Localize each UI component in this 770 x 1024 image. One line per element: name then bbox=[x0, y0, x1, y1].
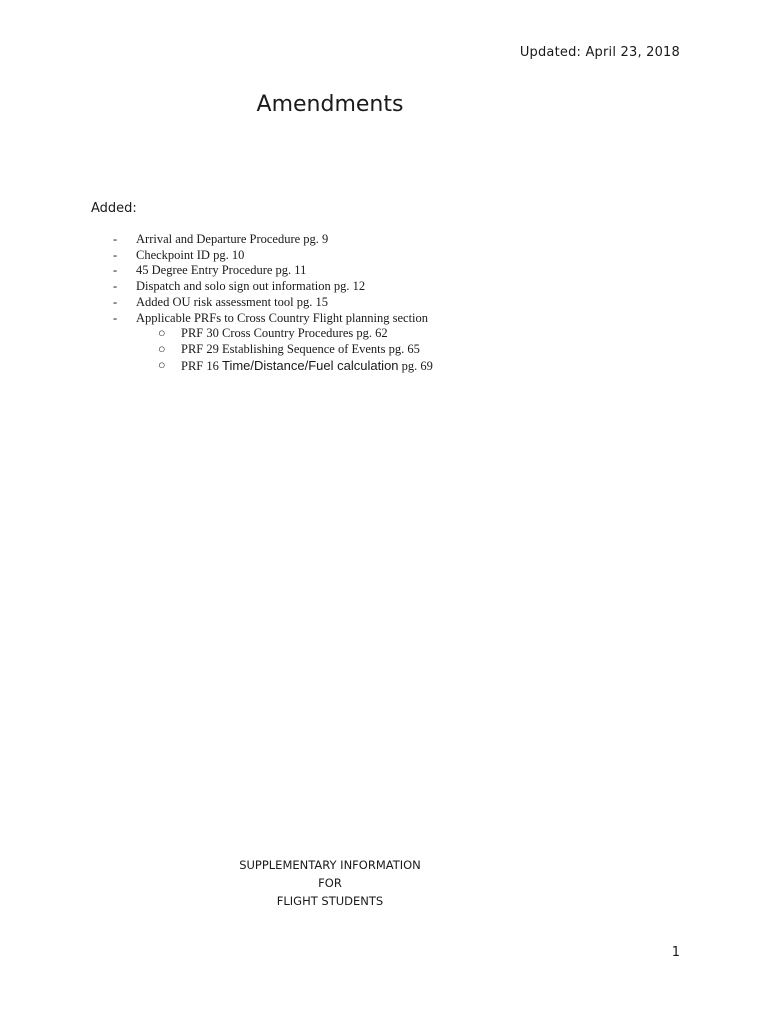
circle-bullet-icon: ○ bbox=[158, 326, 166, 341]
footer-line: SUPPLEMENTARY INFORMATION bbox=[239, 858, 421, 872]
footer-title-block bbox=[0, 856, 660, 910]
sublist-item bbox=[136, 342, 433, 358]
updated-date: Updated: April 23, 2018 bbox=[519, 45, 680, 60]
list-item bbox=[113, 232, 433, 248]
circle-bullet-icon: ○ bbox=[158, 357, 166, 372]
dash-marker: - bbox=[113, 294, 118, 309]
list-item bbox=[113, 295, 433, 311]
circle-bullet-icon: ○ bbox=[158, 341, 166, 356]
sublist-item-text-middle: Time/Distance/Fuel calculation bbox=[222, 357, 399, 373]
list-item-text: Applicable PRFs to Cross Country Flight planning section bbox=[136, 310, 429, 325]
list-item bbox=[113, 311, 433, 375]
list-item bbox=[113, 263, 433, 279]
page-title: Amendments bbox=[256, 92, 404, 117]
dash-marker: - bbox=[113, 232, 118, 246]
list-item-text: Added OU risk assessment tool pg. 15 bbox=[136, 294, 328, 309]
sublist-item-text-suffix: pg. 69 bbox=[398, 358, 433, 373]
amendments-list bbox=[113, 232, 433, 374]
page-number: 1 bbox=[671, 945, 680, 960]
sublist-item-text-prefix: PRF 16 bbox=[181, 358, 222, 373]
added-heading: Added: bbox=[91, 201, 137, 216]
dash-marker: - bbox=[113, 279, 118, 294]
dash-marker: - bbox=[113, 263, 118, 278]
footer-line: FOR bbox=[318, 876, 342, 890]
list-item-text: 45 Degree Entry Procedure pg. 11 bbox=[136, 263, 307, 278]
sublist-item-text: PRF 30 Cross Country Procedures pg. 62 bbox=[181, 326, 388, 341]
sublist-item bbox=[136, 358, 433, 375]
footer-line: FLIGHT STUDENTS bbox=[276, 894, 384, 908]
list-item bbox=[113, 248, 433, 264]
dash-marker: - bbox=[113, 310, 118, 325]
list-item-text: Checkpoint ID pg. 10 bbox=[136, 247, 245, 262]
list-item bbox=[113, 279, 433, 295]
prf-sublist bbox=[136, 326, 433, 374]
sublist-item-text: PRF 29 Establishing Sequence of Events pg. 65 bbox=[181, 341, 420, 356]
dash-marker: - bbox=[113, 247, 118, 262]
list-item-text: Arrival and Departure Procedure pg. 9 bbox=[136, 232, 329, 246]
sublist-item bbox=[136, 326, 433, 342]
list-item-text: Dispatch and solo sign out information pg. 12 bbox=[136, 279, 366, 294]
